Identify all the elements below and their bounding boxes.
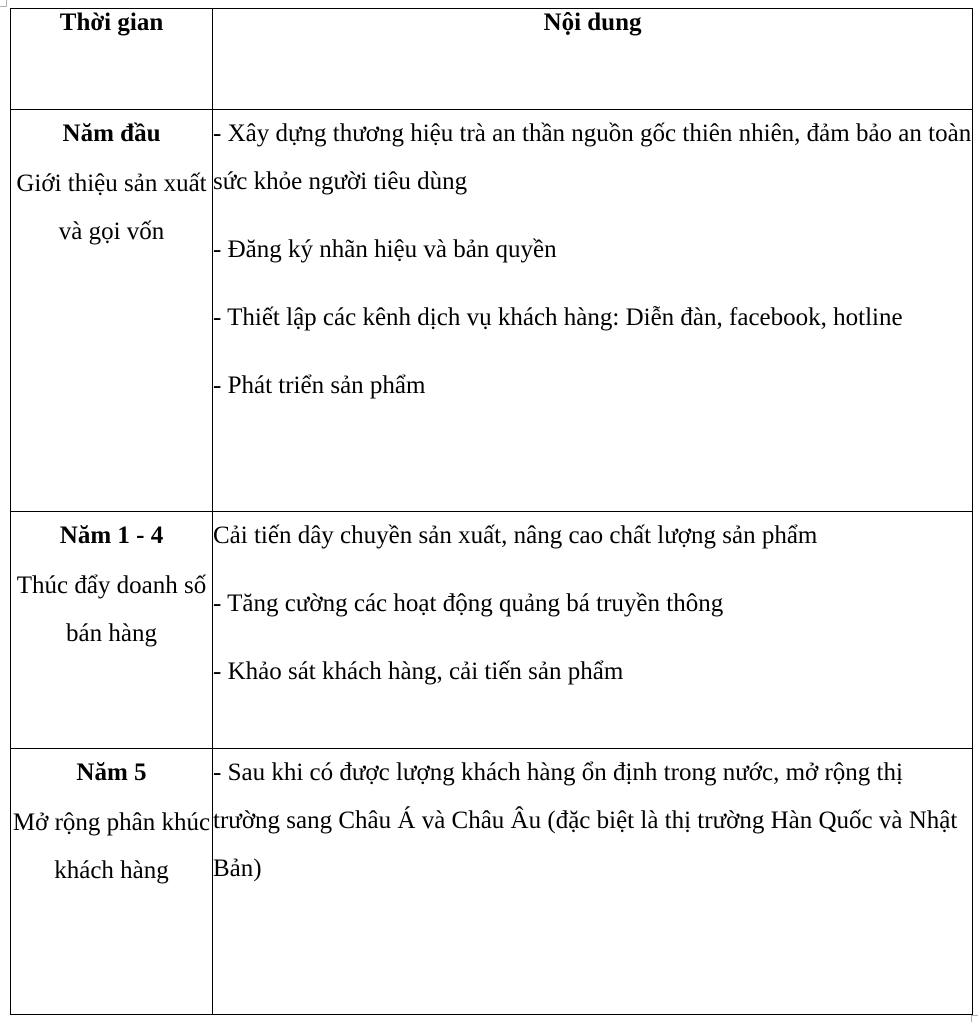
time-cell — [11, 110, 213, 512]
header-content: Nội dung — [213, 9, 973, 110]
table-row — [11, 110, 973, 512]
header-time: Thời gian — [11, 9, 213, 110]
table-row — [11, 512, 973, 749]
phase-label: Giới thiệu sản xuất và gọi vốn — [16, 170, 207, 245]
content-item: - Sau khi có được lượng khách hàng ổn định trong nước, mở rộng thị trường sang Châu Á và Châu Âu (đặc biệt là thị trường Hàn Quốc và Nhật Bản) — [213, 759, 958, 882]
content-cell — [213, 110, 973, 512]
phase-label: Thúc đẩy doanh số bán hàng — [16, 572, 207, 647]
content-item: - Thiết lập các kênh dịch vụ khách hàng: Diễn đàn, facebook, hotline — [213, 304, 903, 331]
plan-table — [10, 8, 973, 1015]
table-row — [11, 749, 973, 1015]
phase-label: Mở rộng phân khúc khách hàng — [12, 809, 211, 884]
period-label: Năm 5 — [76, 759, 147, 786]
content-item: - Khảo sát khách hàng, cải tiến sản phẩm — [213, 658, 624, 685]
corner-crop-mark-bottom-right — [971, 1015, 978, 1022]
period-label: Năm 1 - 4 — [59, 522, 164, 549]
content-item: - Xây dựng thương hiệu trà an thần nguồn gốc thiên nhiên, đảm bảo an toàn sức khỏe người tiêu dùng — [213, 120, 972, 195]
content-item: - Phát triển sản phẩm — [213, 372, 426, 399]
content-cell — [213, 512, 973, 749]
corner-crop-mark-top-left — [0, 0, 7, 7]
period-label: Năm đầu — [62, 120, 161, 147]
content-cell — [213, 749, 973, 1015]
content-item: - Đăng ký nhãn hiệu và bản quyền — [213, 236, 557, 263]
time-cell — [11, 512, 213, 749]
content-item: Cải tiến dây chuyền sản xuất, nâng cao chất lượng sản phẩm — [213, 522, 818, 549]
content-item: - Tăng cường các hoạt động quảng bá truyền thông — [213, 590, 724, 617]
header-row — [11, 9, 973, 110]
time-cell — [11, 749, 213, 1015]
